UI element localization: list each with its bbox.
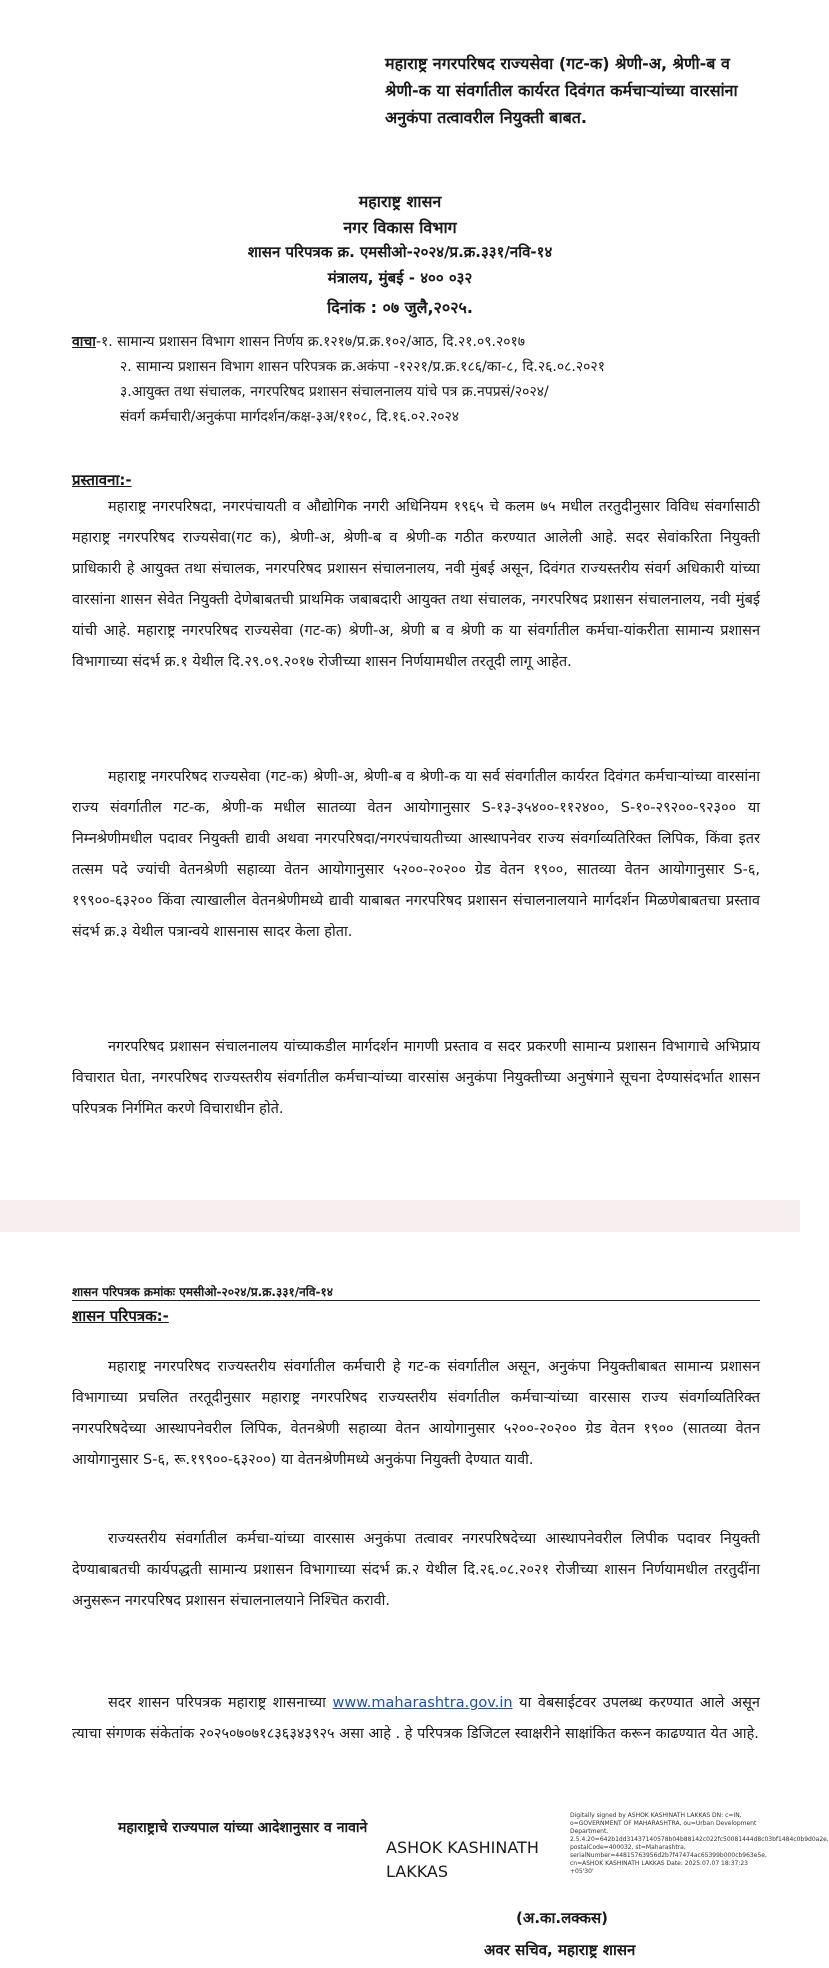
signer-name-line2: LAKKAS — [386, 1862, 449, 1881]
reference-item — [72, 330, 792, 355]
signer-name — [386, 1836, 566, 1884]
circular-date: दिनांक : ०७ जुलै,२०२५. — [327, 298, 473, 317]
signer-initials: (अ.का.लक्कस) — [516, 1909, 608, 1927]
running-header: शासन परिपत्रक क्रमांकः एमसीओ-२०२४/प्र.क्र.३३१/नवि-१४ — [72, 1285, 333, 1299]
department-name: नगर विकास विभाग — [343, 218, 457, 237]
signer-designation: अवर सचिव, महाराष्ट्र शासन — [484, 1941, 636, 1959]
circular-title: शासन परिपत्रक:- — [72, 1307, 169, 1325]
circular-paragraph-1: महाराष्ट्र नगरपरिषद राज्यस्तरीय संवर्गातील कर्मचारी हे गट-क संवर्गातील असून, अनुकंपा नियुक्तीबाबत सामान्य प्रशासन विभागाच्या प्रचलित तरतूदीनुसार महाराष्ट्र नगरपरिषद राज्यस्तरीय संवर्गातील कर्मचाऱ्यांच्या वारसास राज्य संवर्गाव्यतिरिक्त नगरपरिषदेच्या आस्थापनेवरील लिपिक, वेतनश्रेणी सहाव्या वेतन आयोगानुसार ५२००-२०२०० ग्रेड वेतन १९०० (सातव्या वेतन आयोगानुसार S-६, रू.१९९००-६३२००) या वेतनश्रेणीमध्ये अनुकंपा नियुक्ती देण्यात यावी. — [72, 1359, 760, 1468]
header-rule — [72, 1300, 760, 1301]
subject-heading: महाराष्ट्र नगरपरिषद राज्यसेवा (गट-क) श्रेणी-अ, श्रेणी-ब व श्रेणी-क या संवर्गातील कार्यरत दिवंगत कर्मचाऱ्यांच्या वारसांना अनुकंपा तत्वावरील नियुक्ती बाबत. — [385, 54, 738, 127]
digital-signature-details: Digitally signed by ASHOK KASHINATH LAKKAS DN: c=IN, o=GOVERNMENT OF MAHARASHTRA, ou=Urban Development Department, 2.5.4.20=642b1dd31437140578b04b88142c022fc50081444d8c03bf1484c0b9d0a2e, postalCode=400032, st=Maharashtra, serialNumber=44815763956d2b7f47474ac65399b000cb963e5e, cn=ASHOK KASHINATH LAKKAS Date: 2025.07.07 18:37:23 +05'30' — [570, 1812, 829, 1875]
signer-name-line1: ASHOK KASHINATH — [386, 1838, 539, 1857]
preamble-paragraph-1: महाराष्ट्र नगरपरिषदा, नगरपंचायती व औद्योगिक नगरी अधिनियम १९६५ चे कलम ७५ मधील तरतुदीनुसार विविध संवर्गासाठी महाराष्ट्र नगरपरिषद राज्यसेवा(गट क), श्रेणी-अ, श्रेणी-ब व श्रेणी-क गठीत करण्यात आलेली आहे. सदर सेवांकरिता नियुक्ती प्राधिकारी हे आयुक्त तथा संचालक, नगरपरिषद प्रशासन संचालनालय, नवी मुंबई असून, दिवंगत राज्यस्तरीय संवर्ग अधिकारी यांच्या वारसांना शासन सेवेत नियुक्ती देणेबाबतची प्राथमिक जबाबदारी आयुक्त तथा संचालक, नगरपरिषद प्रशासन संचालनालय, नवी मुंबई यांची आहे. महाराष्ट्र नगरपरिषद राज्यसेवा (गट-क) श्रेणी-अ, श्रेणी ब व श्रेणी क या संवर्गातील कर्मचा-यांकरीता सामान्य प्रशासन विभागाच्या संदर्भ क्र.१ येथील दि.२९.०९.२०१७ रोजीच्या शासन निर्णयामधील तरतूदी लागू आहेत. — [72, 499, 760, 670]
references-label: वाचा — [72, 334, 96, 350]
website-link[interactable]: www.maharashtra.gov.in — [332, 1695, 513, 1711]
preamble-paragraph-3: नगरपरिषद प्रशासन संचालनालय यांच्याकडील मार्गदर्शन मागणी प्रस्ताव व सदर प्रकरणी सामान्य प्रशासन विभागाचे अभिप्राय विचारात घेता, नगरपरिषद राज्यस्तरीय संवर्गातील कर्मचाऱ्यांच्या वारसांस अनुकंपा नियुक्तीच्या अनुषंगाने सूचना देण्यासंदर्भात शासन परिपत्रक निर्गमित करणे विचाराधीन होते. — [72, 1039, 760, 1117]
page-separator — [0, 1200, 800, 1232]
circular-paragraph-2: राज्यस्तरीय संवर्गातील कर्मचा-यांच्या वारसास अनुकंपा तत्वावर नगरपरिषदेच्या आस्थापनेवरील लिपीक पदावर नियुक्ती देण्याबाबतची कार्यपद्धती सामान्य प्रशासन विभागाच्या संदर्भ क्र.२ येथील दि.२६.०८.२०२१ रोजीच्या शासन निर्णयामधील तरतुदींना अनुसरून नगरपरिषद प्रशासन संचालनालयाने निश्चित करावी. — [72, 1531, 760, 1609]
reference-2: २. सामान्य प्रशासन विभाग शासन परिपत्रक क्र.अकंपा -१२२१/प्र.क्र.१८६/का-८, दि.२६.०८.२०२१ — [120, 359, 605, 375]
reference-3-continued: संवर्ग कर्मचारी/अनुकंपा मार्गदर्शन/कक्ष-३अ/११०८, दि.१६.०२.२०२४ — [120, 409, 460, 425]
reference-1: -१. सामान्य प्रशासन विभाग शासन निर्णय क्र.१२१७/प्र.क्र.१०२/आठ, दि.२१.०९.२०१७ — [95, 334, 526, 350]
references-block — [72, 330, 792, 430]
governor-order: महाराष्ट्राचे राज्यपाल यांच्या आदेशानुसार व नावाने — [118, 1820, 368, 1836]
preamble-title: प्रस्तावना:- — [72, 471, 132, 489]
circular-number: शासन परिपत्रक क्र. एमसीओ-२०२४/प्र.क्र.३३१/नवि-१४ — [247, 243, 553, 261]
circular-paragraph-3 — [72, 1688, 760, 1750]
para3-text-a: सदर शासन परिपत्रक महाराष्ट्र शासनाच्या — [108, 1695, 333, 1711]
government-name: महाराष्ट्र शासन — [358, 192, 442, 211]
office-address: मंत्रालय, मुंबई - ४०० ०३२ — [327, 269, 473, 287]
para3-text-b: या वेबसाईटवर उपलब्ध करण्यात आले असून त्याचा संगणक संकेतांक २०२५०७०७१८३६३४३९२५ असा आहे . हे परिपत्रक डिजिटल स्वाक्षरीने साक्षांकित करून काढण्यात येत आहे. — [72, 1695, 760, 1742]
preamble-paragraph-2: महाराष्ट्र नगरपरिषद राज्यसेवा (गट-क) श्रेणी-अ, श्रेणी-ब व श्रेणी-क या सर्व संवर्गातील कार्यरत दिवंगत कर्मचाऱ्यांच्या वारसांना राज्य संवर्गातील गट-क, श्रेणी-क मधील सातव्या वेतन आयोगानुसार S-१३-३५४००-११२४००, S-१०-२९२००-९२३०० या निम्नश्रेणीमधील पदावर नियुक्ती द्यावी अथवा नगरपरिषदा/नगरपंचायतीच्या आस्थापनेवर राज्य संवर्गाव्यतिरिक्त लिपिक, किंवा इतर तत्सम पदे ज्यांची वेतनश्रेणी सहाव्या वेतन आयोगानुसार ५२००-२०२०० ग्रेड वेतन १९००, सातव्या वेतन आयोगानुसार S-६, १९९००-६३२०० किंवा त्याखालील वेतनश्रेणीमध्ये द्यावी याबाबत नगरपरिषद प्रशासन संचालनालयाने मार्गदर्शन मिळणेबाबतचा प्रस्ताव संदर्भ क्र.३ येथील पत्रान्वये शासनास सादर केला होता. — [72, 769, 760, 940]
reference-3: ३.आयुक्त तथा संचालक, नगरपरिषद प्रशासन संचालनालय यांचे पत्र क्र.नपप्रसं/२०२४/ — [120, 384, 549, 400]
